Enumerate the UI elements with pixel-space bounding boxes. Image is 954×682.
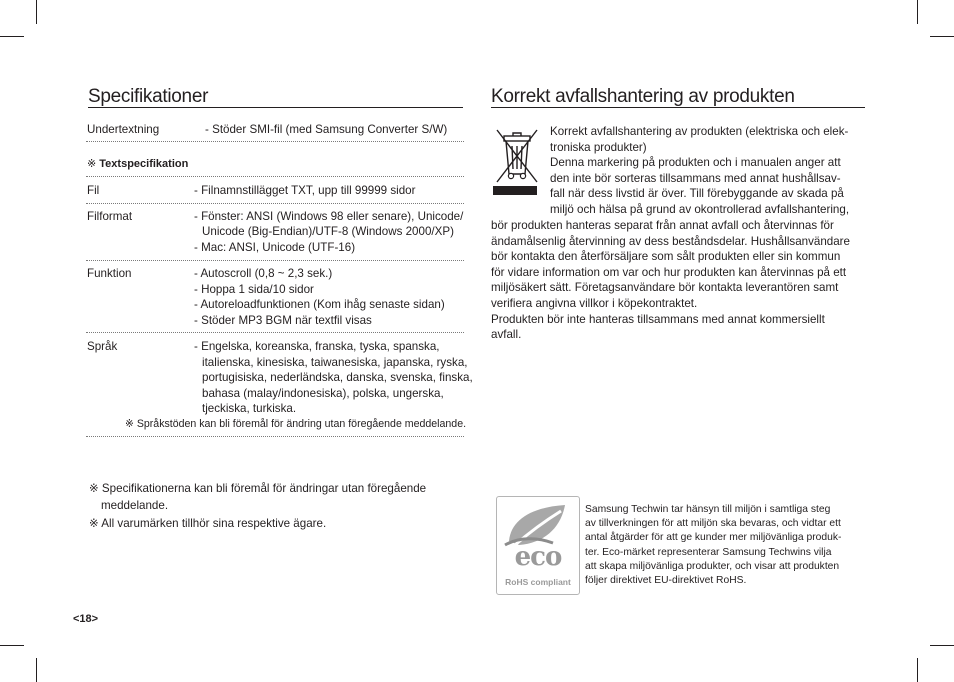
crop-mark <box>930 645 954 646</box>
text-line: för vidare information om var och hur produkten kan återvinnas på ett <box>491 265 847 279</box>
text-line: troniska produkter) <box>550 140 647 154</box>
crop-mark <box>36 0 37 24</box>
spec-label-file: Fil <box>87 184 100 197</box>
language-note: ※ Språkstöden kan bli föremål för ändring utan föregående meddelande. <box>125 418 467 430</box>
subtitle-value: - Stöder SMI-fil (med Samsung Converter S/W) <box>205 123 448 136</box>
spec-value: - Fönster: ANSI (Windows 98 eller senare), Unicode/ <box>194 210 464 223</box>
spec-value: bahasa (malay/indonesiska), polska, ungerska, <box>202 387 444 400</box>
row-divider <box>86 436 464 437</box>
spec-value: - Autoscroll (0,8 ~ 2,3 sek.) <box>194 267 333 280</box>
page-number: <18> <box>73 613 99 625</box>
spec-label-function: Funktion <box>87 267 132 280</box>
crossed-out-bin-icon <box>491 124 543 198</box>
subtitle-label: Undertextning <box>87 123 160 136</box>
row-divider <box>86 203 464 204</box>
eco-logo-subtext: RoHS compliant <box>505 577 571 587</box>
spec-value: - Autoreloadfunktionen (Kom ihåg senaste sidan) <box>194 298 445 311</box>
eco-description <box>585 503 841 588</box>
disposal-text-full <box>491 218 850 343</box>
text-line: att skapa miljövänliga produkter, och visar att produkten <box>585 560 840 572</box>
text-line: bör produkten hanteras separat från annat avfall och återvinnas för <box>491 219 834 232</box>
eco-logo <box>496 496 580 595</box>
row-divider <box>86 141 464 142</box>
text-line: bör kontakta den återförsäljare som sålt produkten eller sin kommun <box>491 250 841 264</box>
footnote: ※ Specifikationerna kan bli föremål för ändringar utan föregående <box>89 482 427 495</box>
text-line: verifiera angivna villkor i köpekontraktet. <box>491 296 698 310</box>
text-line: miljösäkert sätt. Företagsanvändare bör kontakta leverantören samt <box>491 281 839 295</box>
crop-mark <box>0 36 24 37</box>
text-line: Samsung Techwin tar hänsyn till miljön i samtliga steg <box>585 504 831 515</box>
spec-value: - Hoppa 1 sida/10 sidor <box>194 283 314 296</box>
footnote: ※ All varumärken tillhör sina respektive ägare. <box>89 517 327 530</box>
spec-label-format: Filformat <box>87 210 133 223</box>
specifications-title: Specifikationer <box>88 86 209 107</box>
spec-value: - Stöder MP3 BGM när textfil visas <box>194 314 372 327</box>
crop-mark <box>36 658 37 682</box>
disposal-text-indented <box>550 124 849 218</box>
text-line: avfall. <box>491 328 522 342</box>
spec-value: Unicode (Big-Endian)/UTF-8 (Windows 2000/XP) <box>202 225 454 238</box>
spec-value: tjeckiska, turkiska. <box>202 402 297 415</box>
crop-mark <box>930 36 954 37</box>
spec-value: portugisiska, nederländska, danska, svenska, finska, <box>202 371 473 384</box>
text-line: fall när dess livstid är över. Till förebyggande av skada på <box>550 187 844 201</box>
text-line: ändamålsenlig återvinning av dess beståndsdelar. Hushållsanvändare <box>491 234 850 248</box>
footnote: meddelande. <box>101 499 169 512</box>
crop-mark <box>917 658 918 682</box>
spec-value: - Engelska, koreanska, franska, tyska, spanska, <box>194 340 440 353</box>
eco-logo-text: eco <box>514 542 562 572</box>
text-line: av tillverkningen för att miljön ska bevaras, och vidtar ett <box>585 518 841 530</box>
spec-value: italienska, kinesiska, taiwanesiska, japanska, ryska, <box>202 356 468 369</box>
text-line: Produkten bör inte hanteras tillsammans med annat kommersiellt <box>491 312 825 326</box>
text-line: Korrekt avfallshantering av produkten (elektriska och elek- <box>550 125 849 138</box>
disposal-title: Korrekt avfallshantering av produkten <box>491 86 795 107</box>
row-divider <box>86 176 464 177</box>
spec-label-language: Språk <box>87 340 118 353</box>
text-spec-heading-label: Textspecifikation <box>99 158 189 170</box>
text-line: Denna markering på produkten och i manualen anger att <box>550 156 841 170</box>
text-line: den inte bör sorteras tillsammans med annat hushållsav- <box>550 171 841 185</box>
spec-value: - Mac: ANSI, Unicode (UTF-16) <box>194 241 356 254</box>
text-spec-heading <box>87 157 188 173</box>
crop-mark <box>917 0 918 24</box>
text-line: miljö och hälsa på grund av okontrollerad avfallshantering, <box>550 202 850 216</box>
row-divider <box>86 332 464 333</box>
crop-mark <box>0 645 24 646</box>
text-line: antal åtgärder för att ge kunder mer miljövänliga produk- <box>585 532 842 544</box>
spec-value: - Filnamnstillägget TXT, upp till 99999 sidor <box>194 184 416 197</box>
title-rule <box>88 107 463 108</box>
title-rule <box>491 107 865 108</box>
row-divider <box>86 260 464 261</box>
note-mark: ※ <box>87 158 97 170</box>
text-line: ter. Eco-märket representerar Samsung Techwins vilja <box>585 546 832 558</box>
text-line: följer direktivet EU-direktivet RoHS. <box>585 575 747 587</box>
